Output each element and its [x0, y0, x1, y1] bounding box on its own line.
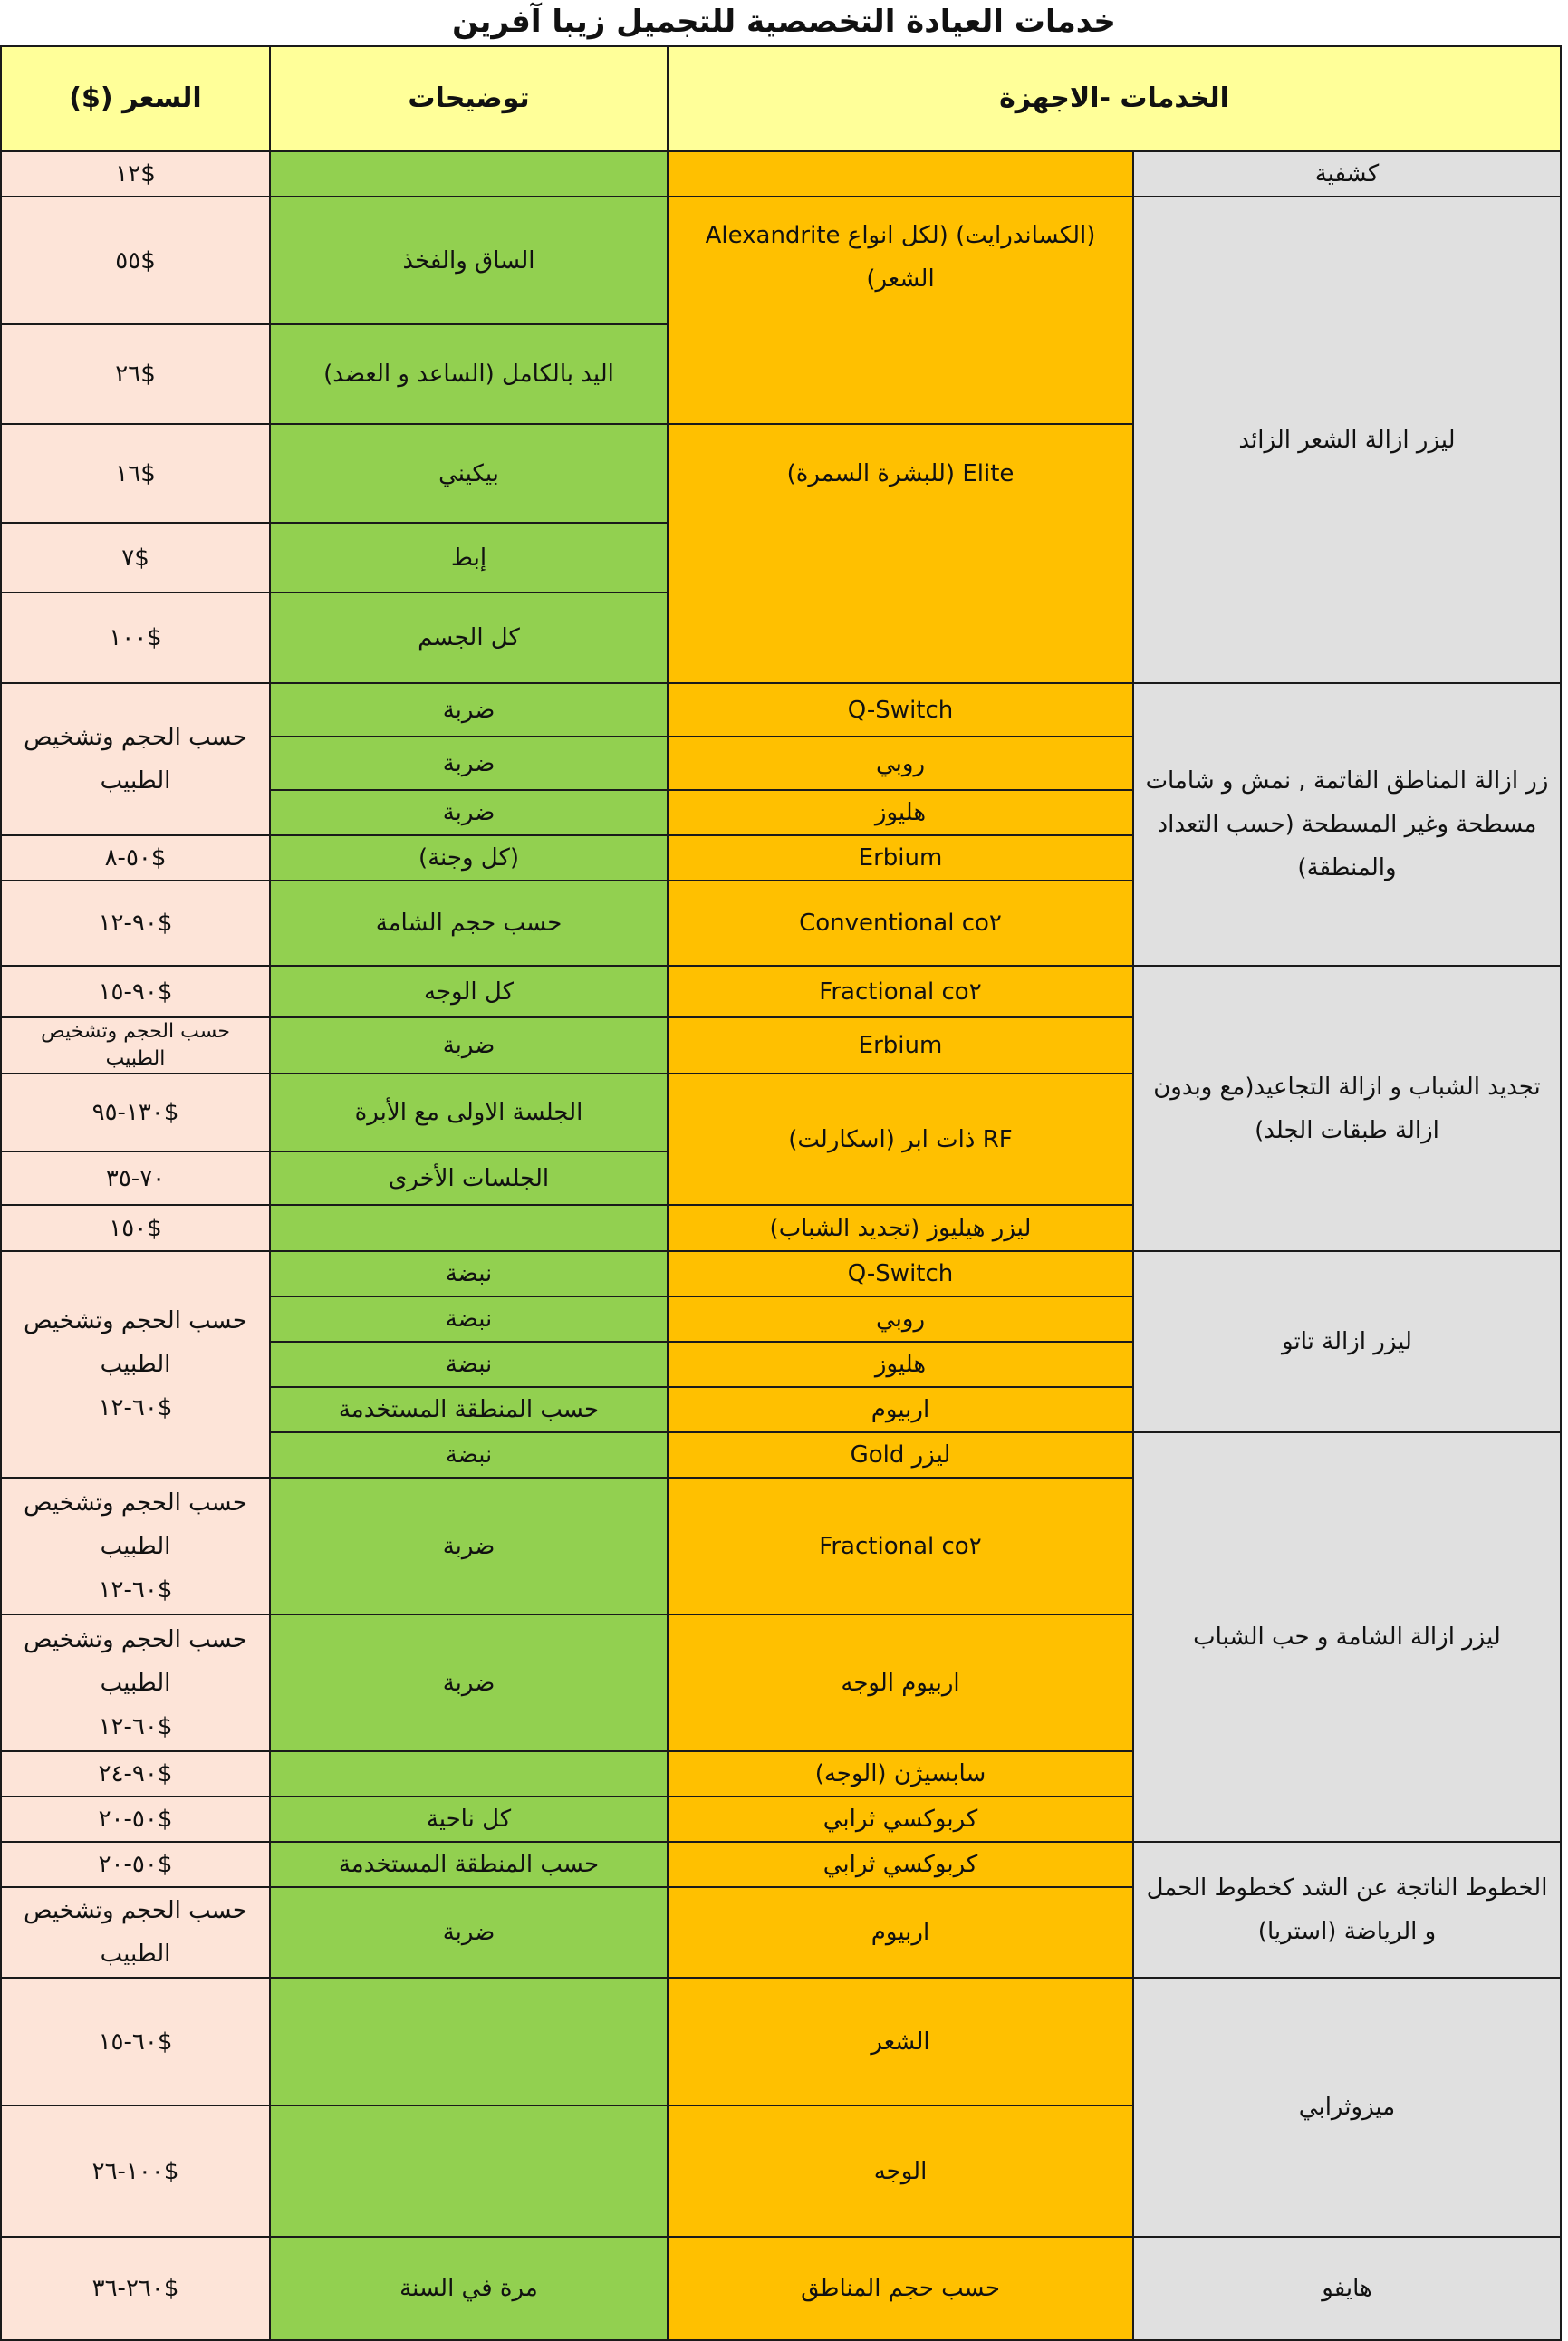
note-cell: ضربة: [270, 1887, 668, 1978]
price-cell: $٢٦٠-٣٦: [1, 2237, 270, 2340]
price-cell: $٦٠-١٥: [1, 1978, 270, 2105]
table-row: [1, 197, 1561, 324]
price-cell: حسب الحجم وتشخيص الطبيب: [1, 683, 270, 835]
note-cell: ضربة: [270, 737, 668, 790]
price-text: حسب الحجم وتشخيص الطبيب: [24, 1625, 247, 1697]
device-cell: ليزر هيليوز (تجديد الشباب): [668, 1205, 1133, 1251]
device-cell: RF ذات ابر (اسكارلت): [668, 1074, 1133, 1205]
price-text: حسب الحجم وتشخيص الطبيب: [24, 1488, 247, 1560]
note-cell: ضربة: [270, 1017, 668, 1074]
price-text: حسب الحجم وتشخيص الطبيب: [24, 1307, 247, 1378]
price-cell: $٥٠-٢٠: [1, 1797, 270, 1842]
device-cell: اربيوم الوجه: [668, 1614, 1133, 1751]
note-cell: اليد بالكامل (الساعد و العضد): [270, 324, 668, 424]
price-cell: $٢٦: [1, 324, 270, 424]
note-cell: الساق والفخذ: [270, 197, 668, 324]
device-cell: هليوز: [668, 1342, 1133, 1387]
price-cell: $٥٠-٢٠: [1, 1842, 270, 1887]
device-cell: (الكساندرايت) (لكل انواع Alexandrite الشعر): [668, 197, 1133, 424]
note-cell: نبضة: [270, 1342, 668, 1387]
note-cell: ضربة: [270, 790, 668, 835]
header-services: الخدمات -الاجهزة: [668, 46, 1561, 151]
note-cell: [270, 1205, 668, 1251]
service-cell: ميزوثرابي: [1133, 1978, 1561, 2237]
price-cell: $٩٠-٢٤: [1, 1751, 270, 1797]
table-row: [1, 151, 1561, 197]
note-cell: حسب حجم الشامة: [270, 881, 668, 966]
device-cell: Erbium: [668, 835, 1133, 881]
note-cell: [270, 151, 668, 197]
device-cell: Elite (للبشرة السمرة): [668, 424, 1133, 683]
note-cell: الجلسة الاولى مع الأبرة: [270, 1074, 668, 1151]
device-cell: اربيوم: [668, 1387, 1133, 1432]
note-cell: كل ناحية: [270, 1797, 668, 1842]
price-cell: [1, 1478, 270, 1614]
service-cell: ليزر ازالة تاتو: [1133, 1251, 1561, 1432]
price-cell: $٩٠-١٢: [1, 881, 270, 966]
header-price: السعر ($): [1, 46, 270, 151]
device-cell: [668, 151, 1133, 197]
device-cell: هليوز: [668, 790, 1133, 835]
device-cell: كربوكسي ثرابي: [668, 1842, 1133, 1887]
device-cell: كربوكسي ثرابي: [668, 1797, 1133, 1842]
note-cell: إبط: [270, 523, 668, 592]
device-cell: co٢ Fractional: [668, 1478, 1133, 1614]
note-cell: حسب المنطقة المستخدمة: [270, 1842, 668, 1887]
device-cell: Q-Switch: [668, 1251, 1133, 1296]
note-cell: الجلسات الأخرى: [270, 1151, 668, 1205]
price-cell: $٧: [1, 523, 270, 592]
note-cell: ضربة: [270, 1614, 668, 1751]
price-cell: [1, 1614, 270, 1751]
price-cell: [1, 1251, 270, 1478]
price-cell: $١٠٠: [1, 592, 270, 683]
table-row: [1, 2237, 1561, 2340]
page-title: خدمات العيادة التخصصية للتجميل زيبا آفرين: [452, 4, 1116, 40]
header-row: [1, 46, 1561, 151]
table-row: [1, 683, 1561, 737]
note-cell: مرة في السنة: [270, 2237, 668, 2340]
device-cell: ليزر Gold: [668, 1432, 1133, 1478]
note-cell: كل الوجه: [270, 966, 668, 1017]
note-cell: بيكيني: [270, 424, 668, 523]
table-row: [1, 1251, 1561, 1296]
price-text: $٦٠-١٢: [98, 1712, 173, 1740]
service-cell: تجديد الشباب و ازالة التجاعيد(مع وبدون ازالة طبقات الجلد): [1133, 966, 1561, 1251]
note-cell: نبضة: [270, 1251, 668, 1296]
price-cell: $١٠٠-٢٦: [1, 2105, 270, 2237]
price-cell: ٧٠-٣٥: [1, 1151, 270, 1205]
device-cell: Q-Switch: [668, 683, 1133, 737]
price-cell: حسب الحجم وتشخيص الطبيب: [1, 1017, 270, 1074]
price-text: $٦٠-١٢: [98, 1394, 173, 1421]
note-cell: ضربة: [270, 683, 668, 737]
device-cell: اربيوم: [668, 1887, 1133, 1978]
price-cell: $١٢: [1, 151, 270, 197]
note-cell: ضربة: [270, 1478, 668, 1614]
price-cell: $٥٠-٨: [1, 835, 270, 881]
device-cell: حسب حجم المناطق: [668, 2237, 1133, 2340]
price-cell: $١٦: [1, 424, 270, 523]
note-cell: [270, 1751, 668, 1797]
device-cell: روبي: [668, 1296, 1133, 1342]
table-row: [1, 1842, 1561, 1887]
price-cell: $٩٠-١٥: [1, 966, 270, 1017]
service-cell: هايفو: [1133, 2237, 1561, 2340]
service-cell: كشفية: [1133, 151, 1561, 197]
price-text: $٦٠-١٢: [98, 1575, 173, 1604]
note-cell: نبضة: [270, 1296, 668, 1342]
service-cell: ليزر ازالة الشامة و حب الشباب: [1133, 1432, 1561, 1842]
service-cell: ليزر ازالة الشعر الزائد: [1133, 197, 1561, 683]
price-cell: $١٣٠-٩٥: [1, 1074, 270, 1151]
note-cell: [270, 1978, 668, 2105]
device-cell: الشعر: [668, 1978, 1133, 2105]
note-cell: (كل وجنة): [270, 835, 668, 881]
table-row: [1, 1978, 1561, 2105]
table-row: [1, 966, 1561, 1017]
device-cell: روبي: [668, 737, 1133, 790]
note-cell: نبضة: [270, 1432, 668, 1478]
price-table: [0, 45, 1562, 2341]
note-cell: كل الجسم: [270, 592, 668, 683]
service-cell: زر ازالة المناطق القاتمة , نمش و شامات مسطحة وغير المسطحة (حسب التعداد والمنطقة): [1133, 683, 1561, 966]
device-cell: co٢ Conventional: [668, 881, 1133, 966]
note-cell: [270, 2105, 668, 2237]
device-cell: Erbium: [668, 1017, 1133, 1074]
device-cell: co٢ Fractional: [668, 966, 1133, 1017]
price-cell: حسب الحجم وتشخيص الطبيب: [1, 1887, 270, 1978]
device-cell: سابسيژن (الوجه): [668, 1751, 1133, 1797]
service-cell: الخطوط الناتجة عن الشد كخطوط الحمل و الرياضة (استريا): [1133, 1842, 1561, 1978]
price-cell: $١٥٠: [1, 1205, 270, 1251]
device-cell: الوجه: [668, 2105, 1133, 2237]
header-notes: توضيحات: [270, 46, 668, 151]
note-cell: حسب المنطقة المستخدمة: [270, 1387, 668, 1432]
price-cell: $٥٥: [1, 197, 270, 324]
